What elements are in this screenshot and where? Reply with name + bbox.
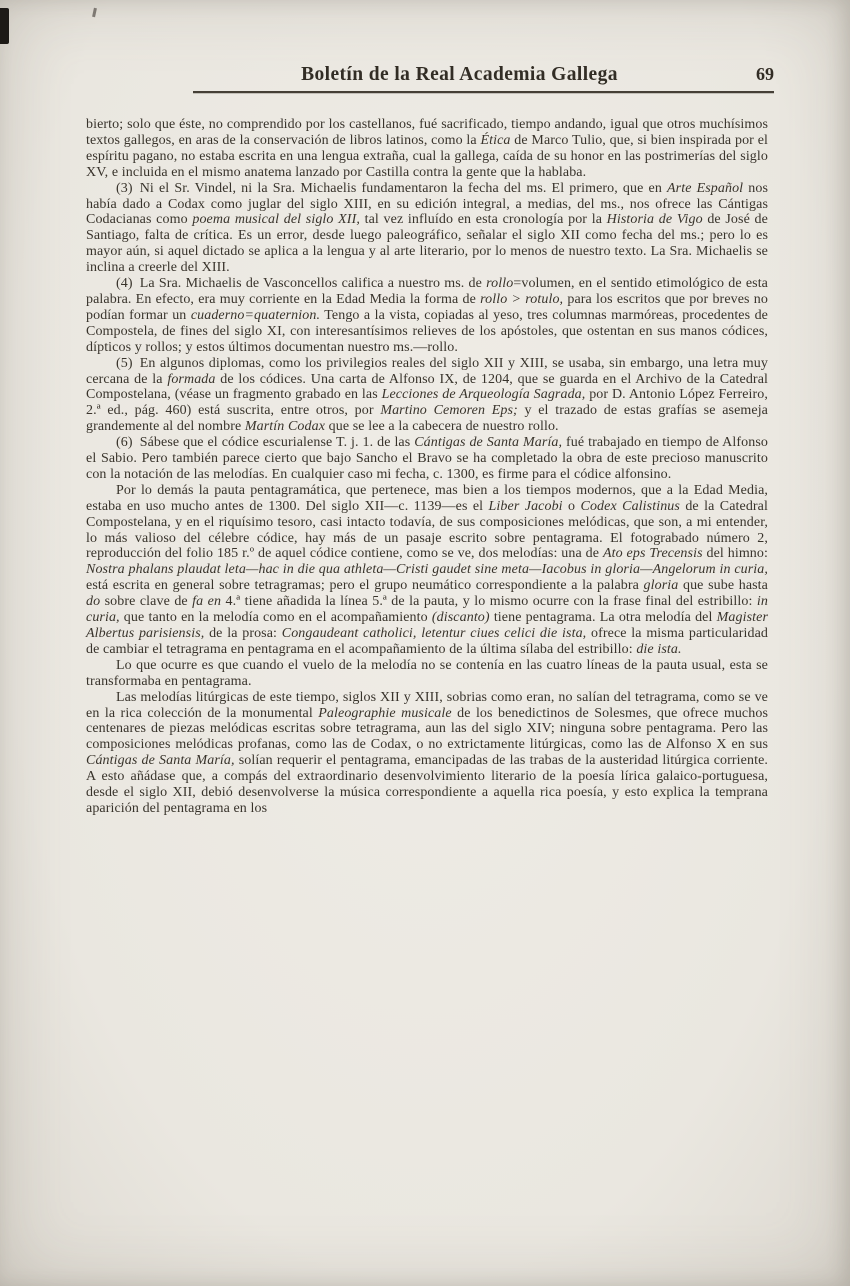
paragraph: Por lo demás la pauta pentagramática, que pertenece, mas bien a los tiempos modernos, que a la Edad Media, estaba en uso mucho antes de 1300. Del siglo XII—c. 1139—es el Liber Jacobi o Codex Calistinus de la Catedral Compostelana, y en el riquísimo tesoro, casi intacto todavía, de sus composiciones melódicas, que son, a mi entender, lo más valioso del célebre códice, hay más de un pasaje escrito sobre pentagrama. El fotograbado número 2, reproducción del folio 185 r.º de aquel códice contiene, como se ve, dos melodías: una de Ato eps Trecensis del himno: Nostra phalans plaudat leta—hac in die qua athleta—Cristi gaudet sine meta—Iacobus in gloria—Angelorum in curia, está escrita en general sobre tetragramas; pero el grupo neumático correspondiente a la palabra gloria que sube hasta do sobre clave de fa en 4.ª tiene añadida la línea 5.ª de la pauta, y lo mismo ocurre con la frase final del estribillo: in curia, que tanto en la melodía como en el acompañamiento (discanto) tiene pentagrama. La otra melodía del Magister Albertus parisiensis, de la prosa: Congaudeant catholici, letentur ciues celici die ista, ofrece la misma particularidad de cambiar el tetragrama en pentagrama en el acompañamiento de la última sílaba del estribillo: die ista. (86, 482, 769, 657)
page-number: 69 (756, 64, 774, 84)
page-header (193, 64, 774, 86)
page-body (86, 117, 768, 817)
paragraph: Las melodías litúrgicas de este tiempo, siglos XII y XIII, sobrias como eran, no salían del tetragrama, como se ve en la rica colección de la monumental Paleographie musicale de los benedictinos de Solesmes, que ofrece muchos centenares de piezas melódicas escritas sobre tetragrama, aun las del siglo XIV; ninguna sobre pentagrama. Pero las composiciones melódicas profanas, como las de Codax, o no extrictamente litúrgicas, como las de Alfonso X en sus Cántigas de Santa María, solían requerir el pentagrama, emancipadas de las trabas de la austeridad litúrgica corriente. A esto añádase que, a compás del extraordinario desenvolvimiento literario de la poesía lírica galaico-portuguesa, desde el siglo XII, debió desenvolverse la música correspondiente a aquella rica poesía, y esto explica la temprana aparición del pentagrama en los (86, 689, 768, 816)
paragraph: (6) Sábese que el códice escurialense T. j. 1. de las Cántigas de Santa María, fué trabajado en tiempo de Alfonso el Sabio. Pero también parece cierto que bajo Sancho el Bravo se ha completado la obra de este precioso manuscrito con la notación de las melodías. En cualquier caso mi fecha, c. 1300, es firme para el códice alfonsino. (86, 435, 768, 482)
paragraph: (3) Ni el Sr. Vindel, ni la Sra. Michaelis fundamentaron la fecha del ms. El primero, que en Arte Español nos había dado a Codax como juglar del siglo XIII, en su edición integral, a medias, del ms., nos ofrece las Cántigas Codacianas como poema musical del siglo XII, tal vez influído en esta cronología por la Historia de Vigo de José de Santiago, falta de crítica. Es un error, desde luego paleográfico, señalar el siglo XII como fecha del ms.; pero lo es mayor aún, si aquel dictado se aplica a la lengua y al arte literario, por lo menos de nuestro texto. La Sra. Michaelis se inclina a creerle del XIII. (86, 180, 768, 276)
paragraph: bierto; solo que éste, no comprendido por los castellanos, fué sacrificado, tiempo andando, igual que otros muchísimos textos gallegos, en aras de la conservación de libros latinos, como la Ética de Marco Tulio, que, si bien inspirada por el espíritu pagano, no estaba escrita en una lengua extraña, cual la gallega, caída de su honor en las postrimerías del siglo XV, e incluida en el mismo anatema lanzado por Castilla contra la gente que la hablaba. (86, 117, 768, 180)
journal-title: Boletín de la Real Academia Gallega (301, 64, 618, 85)
scan-speck (92, 8, 97, 17)
paragraph: (5) En algunos diplomas, como los privilegios reales del siglo XII y XIII, se usaba, sin embargo, una letra muy cercana de la formada de los códices. Una carta de Alfonso IX, de 1204, que se guarda en el Archivo de la Catedral Compostelana, (véase un fragmento grabado en las Lecciones de Arqueología Sagrada, por D. Antonio López Ferreiro, 2.ª ed., pág. 460) está suscrita, entre otros, por Martino Cemoren Eps; y el trazado de estas grafías se asemeja grandemente al del nombre Martín Codax que se lee a la cabecera de nuestro rollo. (86, 355, 768, 435)
header-rule (193, 91, 774, 93)
paragraph: (4) La Sra. Michaelis de Vasconcellos califica a nuestro ms. de rollo=volumen, en el sentido etimológico de esta palabra. En efecto, era muy corriente en la Edad Media la forma de rollo > rotulo, para los escritos que por breves no podían formar un cuaderno=quaternion. Tengo a la vista, copiadas al yeso, tres columnas marmóreas, procedentes de Compostela, de fines del siglo XI, con interesantísimos relieves de los apóstoles, que ostentan en sus manos códices, dípticos y rollos; y estos últimos documentan nuestro ms.—rollo. (86, 276, 768, 355)
scan-artifact (0, 8, 9, 44)
paragraph: Lo que ocurre es que cuando el vuelo de la melodía no se contenía en las cuatro líneas de la pauta usual, esta se transformaba en pentagrama. (86, 657, 768, 689)
